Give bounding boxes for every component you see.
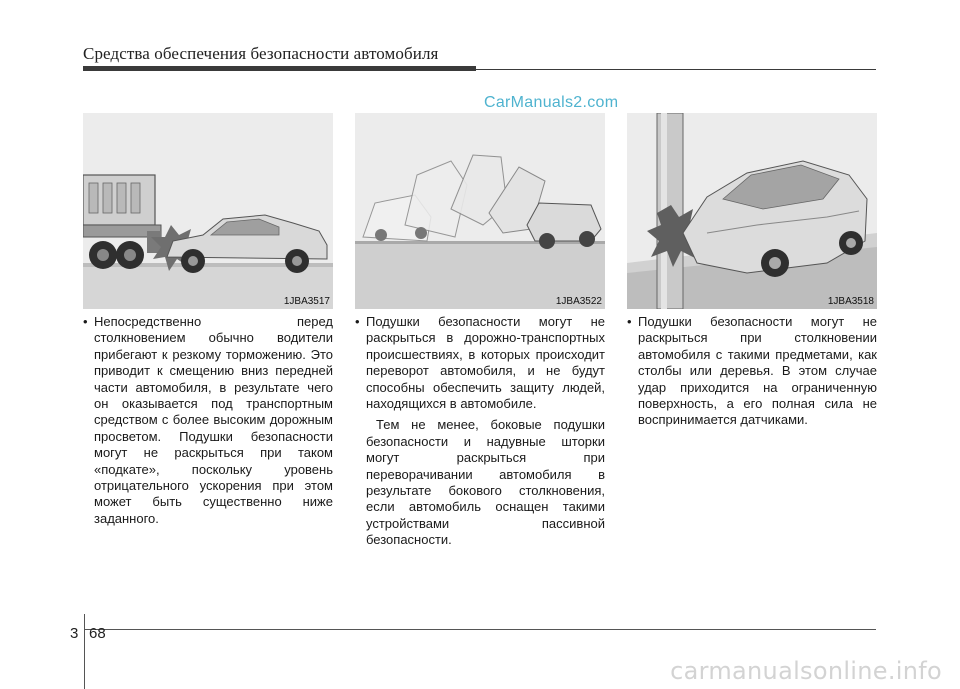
watermark-bottom: carmanualsonline.info: [670, 657, 942, 685]
car-rollover-illustration-icon: [355, 113, 605, 309]
paragraph-text: Непосредственно перед столкновением обычно водители прибегают к резкому торможению. Это приводит к смещению вниз передней части автомобиля, в результате чего он оказывается под транспортным средством с более высоким дорожным просветом. Подушки безопасности могут не раскрыться при таком «подкате», поскольку уровень отрицательного ускорения при этом может быть существенно ниже заданного.: [94, 314, 333, 526]
chapter-number: 3: [70, 625, 79, 642]
figure-rollover: [355, 113, 605, 309]
bullet-paragraph: [83, 314, 333, 527]
bullet-icon: •: [83, 314, 88, 329]
figure-underride: [83, 113, 333, 309]
paragraph-text: Подушки безопасности могут не раскрыться в дорожно-транспортных происшествиях, в которых происходит переворот автомобиля, и не будут способны обеспечить защиту людей, находящихся в автомобиле.: [366, 314, 605, 412]
page-divider-horizontal: [84, 629, 876, 630]
figure-code: 1JBA3522: [555, 296, 602, 307]
paragraph-text: Подушки безопасности могут не раскрыться при столкновении автомобиля с такими предметами, как столбы или деревья. В этом случае удар приходится на ограниченную поверхность, а его полная сила не воспринимается датчиками.: [638, 314, 877, 428]
header-rule: [83, 66, 476, 71]
bullet-icon: •: [627, 314, 632, 329]
bullet-paragraph: [355, 314, 605, 412]
text-column-2: [355, 314, 605, 549]
text-column-1: [83, 314, 333, 527]
figure-code: 1JBA3517: [283, 296, 330, 307]
section-title: Средства обеспечения безопасности автомобиля: [83, 44, 439, 63]
text-column-3: [627, 314, 877, 429]
figure-code: 1JBA3518: [827, 296, 874, 307]
paragraph-text: Тем не менее, боковые подушки безопасности и надувные шторки могут раскрыться при переворачивании автомобиля в результате бокового столкновения, если автомобиль оснащен такими устройствами пассивной безопасности.: [366, 417, 605, 548]
header-rule-thin: [476, 69, 876, 70]
watermark-top: CarManuals2.com: [484, 94, 619, 111]
car-pole-collision-illustration-icon: [627, 113, 877, 309]
page-number: 68: [89, 625, 106, 642]
figure-pole: [627, 113, 877, 309]
page-divider-vertical: [84, 614, 85, 689]
car-underride-truck-illustration-icon: [83, 113, 333, 309]
bullet-paragraph: [627, 314, 877, 429]
bullet-icon: •: [355, 314, 360, 329]
